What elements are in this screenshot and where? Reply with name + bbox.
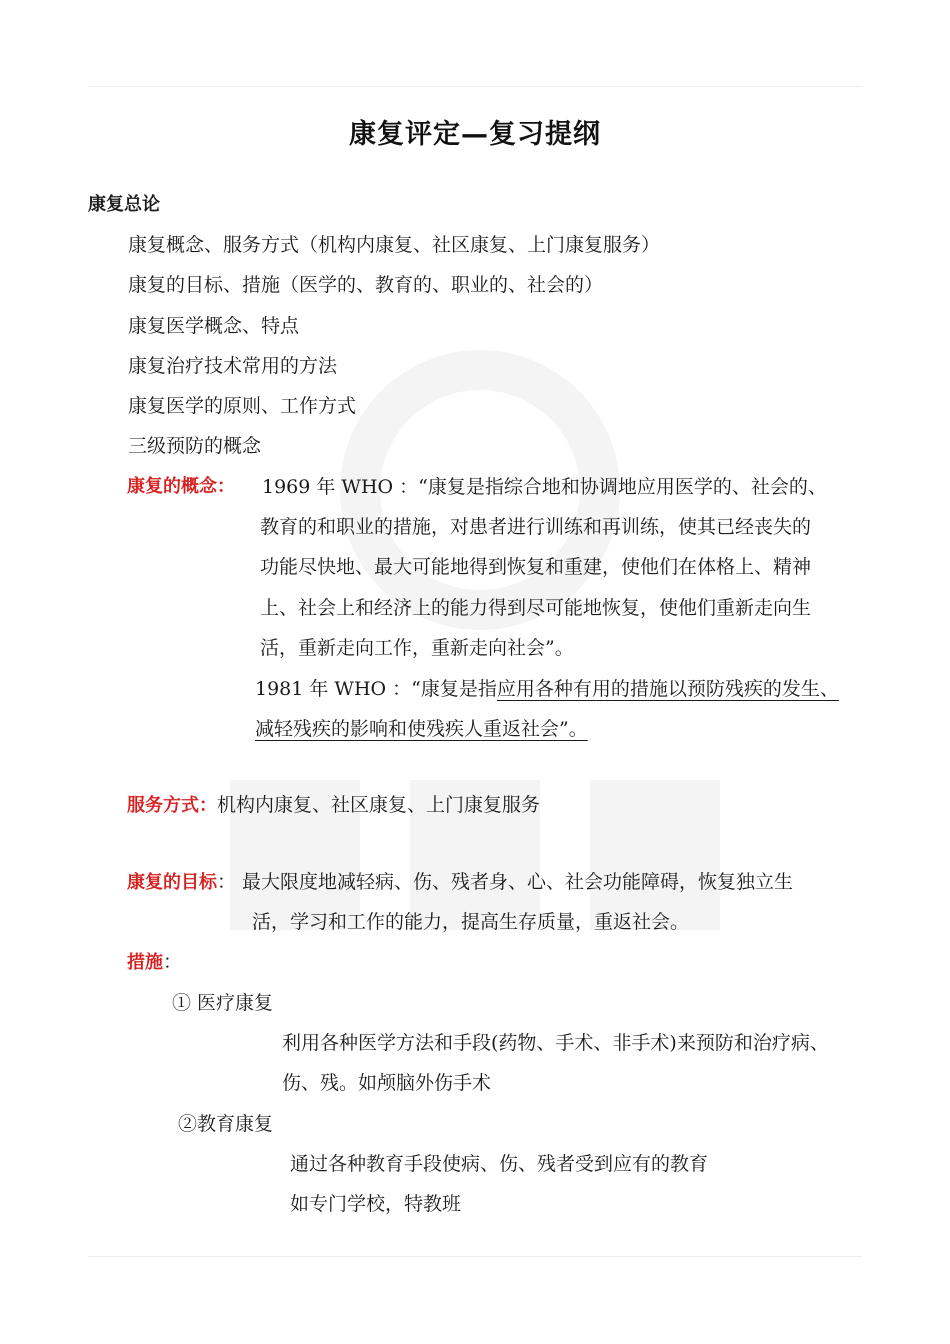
outline-item: 三级预防的概念	[128, 435, 262, 457]
measures-colon: ：	[163, 951, 183, 973]
who-1981-prefix: 1981 年 WHO ：“康复是指	[255, 678, 497, 700]
measure-title: ① 医疗康复	[172, 992, 274, 1014]
outline-item: 康复概念、服务方式（机构内康复、社区康复、上门康复服务）	[128, 234, 661, 256]
outline-item: 康复的目标、措施（医学的、教育的、职业的、社会的）	[128, 274, 604, 296]
who-1969-line: 活，重新走向工作，重新走向社会”。	[260, 637, 574, 659]
who-1981-line	[255, 676, 839, 702]
goal-line	[127, 869, 793, 896]
goal-colon: ：	[217, 871, 237, 893]
measure-detail: 通过各种教育手段使病、伤、残者受到应有的教育	[290, 1153, 709, 1175]
who-1981-underlined: 应用各种有用的措施以预防残疾的发生、	[496, 678, 839, 700]
who-1969-line: 1969 年 WHO ：“康复是指综合地和协调地应用医学的、社会的、	[262, 476, 827, 498]
measure-detail: 利用各种医学方法和手段(药物、手术、非手术)来预防和治疗病、	[282, 1032, 829, 1054]
footer-rule	[88, 1256, 862, 1257]
service-label: 服务方式：	[127, 795, 217, 816]
outline-item: 康复医学概念、特点	[128, 315, 300, 337]
section-heading: 康复总论	[88, 194, 160, 215]
outline-item: 康复医学的原则、工作方式	[128, 395, 357, 417]
measures-label: 措施	[127, 952, 163, 973]
goal-line-2: 活，学习和工作的能力，提高生存质量，重返社会。	[252, 911, 690, 933]
concept-label: 康复的概念：	[127, 476, 235, 497]
measure-detail: 伤、残。如颅脑外伤手术	[282, 1072, 492, 1094]
measure-title: ②教育康复	[178, 1113, 274, 1135]
service-text: 机构内康复、社区康复、上门康复服务	[217, 794, 541, 816]
service-line	[127, 792, 540, 819]
who-1969-line: 教育的和职业的措施，对患者进行训练和再训练，使其已经丧失的	[260, 516, 812, 538]
who-1969-line: 上、社会上和经济上的能力得到尽可能地恢复，使他们重新走向生	[260, 597, 812, 619]
goal-text: 最大限度地减轻病、伤、残者身、心、社会功能障碍，恢复独立生	[242, 871, 794, 893]
who-1981-line-2: 减轻残疾的影响和使残疾人重返社会”。	[255, 718, 588, 740]
header-rule	[88, 86, 862, 87]
outline-item: 康复治疗技术常用的方法	[128, 355, 338, 377]
page-title: 康复评定—复习提纲	[349, 119, 601, 150]
measure-detail: 如专门学校，特教班	[290, 1193, 462, 1215]
measures-line	[127, 949, 182, 976]
goal-label: 康复的目标	[127, 872, 217, 893]
who-1969-line: 功能尽快地、最大可能地得到恢复和重建，使他们在体格上、精神	[260, 556, 812, 578]
